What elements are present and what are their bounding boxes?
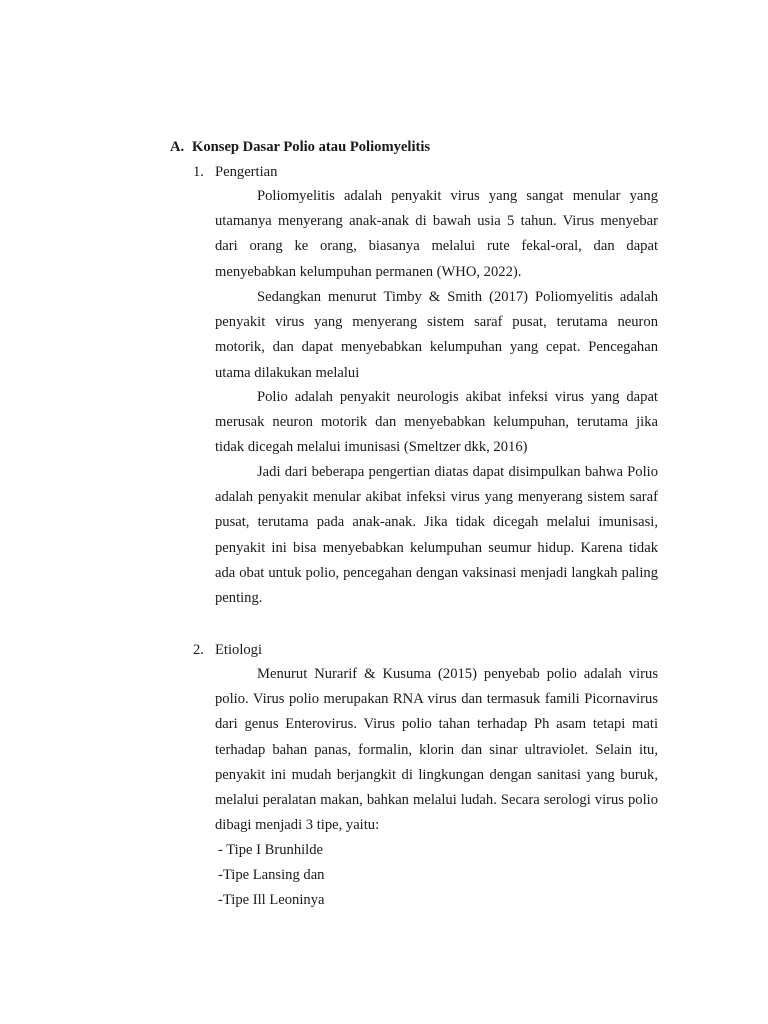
subsection-number: 1. — [193, 164, 204, 180]
paragraph-definition-smeltzer: Polio adalah penyakit neurologis akibat infeksi virus yang dapat merusak neuron motorik dan menyebabkan kelumpuhan, terutama jika tidak dicegah melalui imunisasi (Smeltzer dkk, 2016) — [215, 389, 658, 456]
list-item: -Tipe Ill Leoninya — [218, 892, 325, 909]
subsection-number: 2. — [193, 642, 204, 658]
paragraph-definition-timby: Sedangkan menurut Timby & Smith (2017) Poliomyelitis adalah penyakit virus yang menyerang sistem saraf pusat, terutama neuron motorik, dan dapat menyebabkan kelumpuhan yang cepat. Pencegahan utama dilakukan melalui — [215, 289, 658, 381]
subsection-heading-etiologi — [193, 640, 262, 660]
subsection-heading-pengertian — [193, 162, 277, 182]
section-title: Konsep Dasar Polio atau Poliomyelitis — [192, 139, 431, 155]
subsection-title: Etiologi — [215, 642, 263, 658]
paragraph-etiology: Menurut Nurarif & Kusuma (2015) penyebab polio adalah virus polio. Virus polio merupakan RNA virus dan termasuk famili Picornavirus dari genus Enterovirus. Virus polio tahan terhadap Ph asam tetapi mati terhadap bahan panas, formalin, klorin dan sinar ultraviolet. Selain itu, penyakit ini mudah berjangkit di lingkungan dengan sanitasi yang buruk, melalui peralatan makan, bahkan melalui ludah. Secara serologi virus polio dibagi menjadi 3 tipe, yaitu: — [215, 666, 658, 834]
section-heading — [170, 137, 430, 157]
paragraph-definition-who: Poliomyelitis adalah penyakit virus yang sangat menular yang utamanya menyerang anak-anak di bawah usia 5 tahun. Virus menyebar dari orang ke orang, biasanya melalui rute fekal-oral, dan dapat menyebabkan kelumpuhan permanen (WHO, 2022). — [215, 188, 658, 280]
subsection-title: Pengertian — [215, 164, 278, 180]
section-number: A. — [170, 139, 185, 155]
virus-type-list — [218, 838, 324, 914]
list-item: -Tipe Lansing dan — [218, 867, 325, 884]
list-item: - Tipe I Brunhilde — [218, 842, 323, 858]
paragraph-conclusion: Jadi dari beberapa pengertian diatas dapat disimpulkan bahwa Polio adalah penyakit menular akibat infeksi virus yang menyerang sistem saraf pusat, terutama pada anak-anak. Jika tidak dicegah melalui imunisasi, penyakit ini bisa menyebabkan kelumpuhan seumur hidup. Karena tidak ada obat untuk polio, pencegahan dengan vaksinasi menjadi langkah paling penting. — [215, 464, 658, 607]
